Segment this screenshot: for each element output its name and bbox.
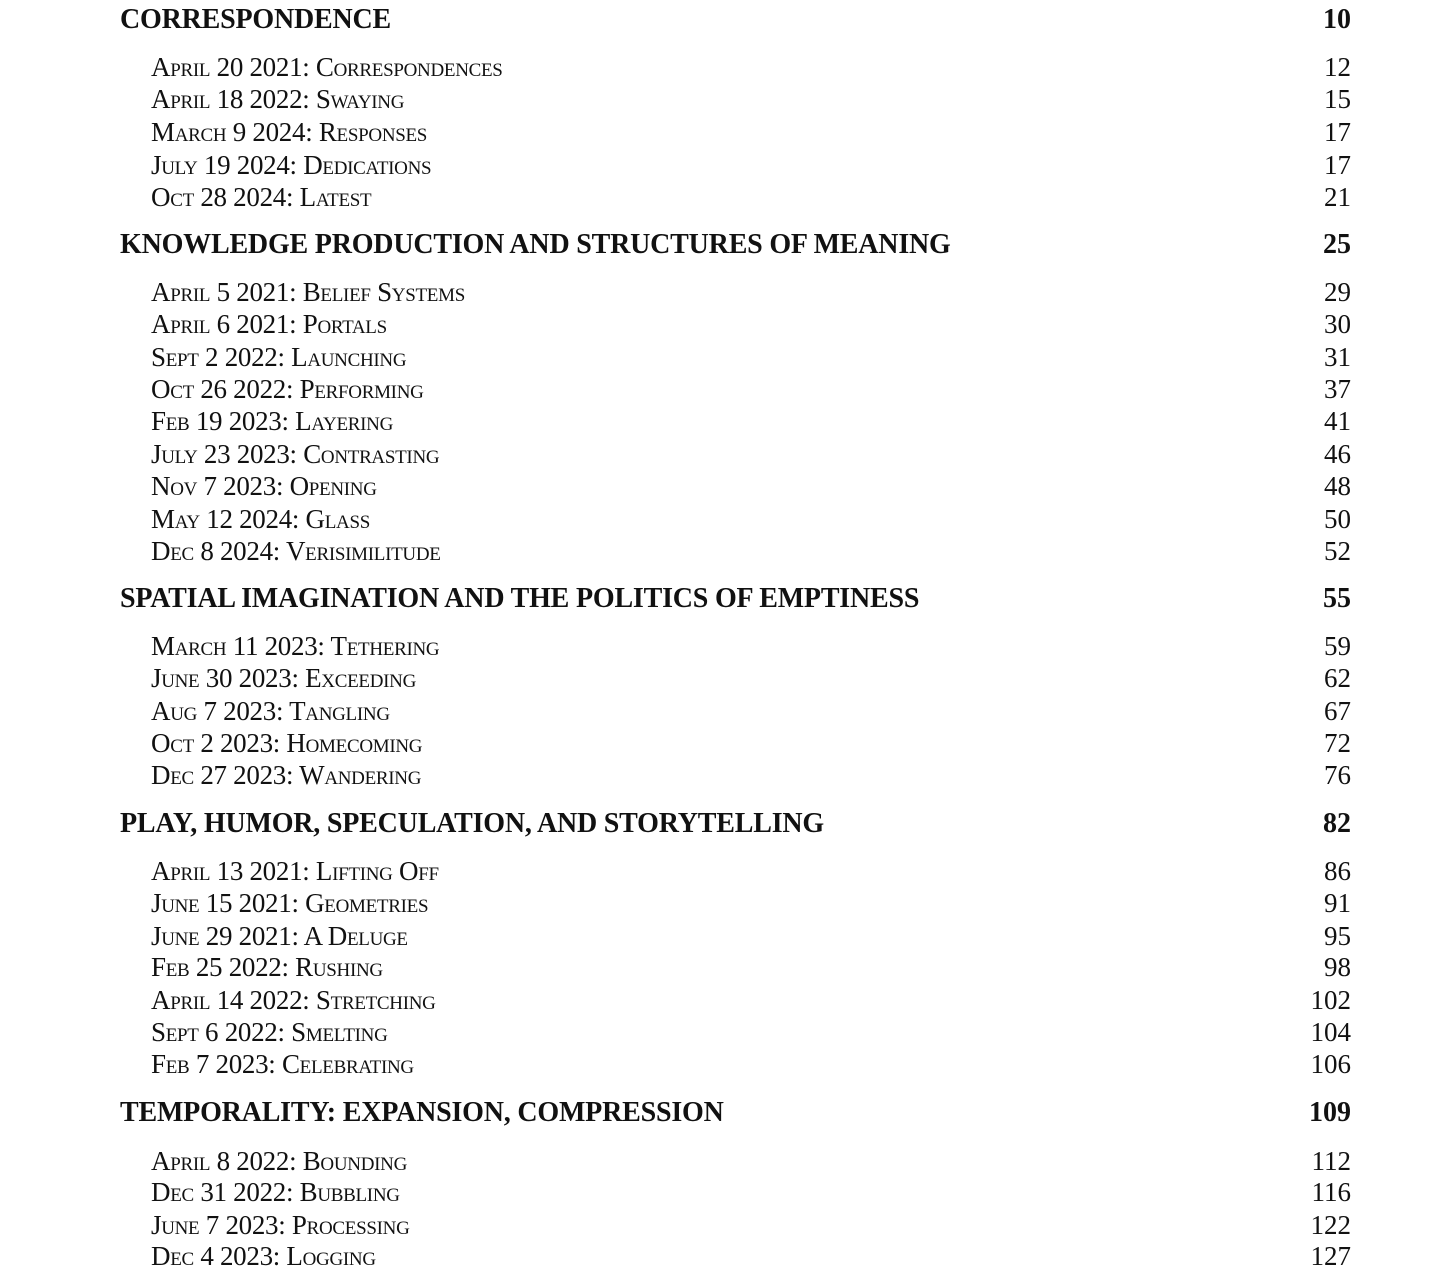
toc-entry[interactable] [0,503,1456,535]
entry-title: Oct 26 2022: Performing [151,374,424,404]
entry-page-number: 30 [1324,309,1351,339]
entry-title: June 30 2023: Exceeding [151,663,416,693]
entry-title: Nov 7 2023: Opening [151,471,377,501]
toc-entry[interactable] [0,1240,1456,1272]
toc-entry[interactable] [0,662,1456,694]
toc-entry[interactable] [0,727,1456,759]
toc-entry[interactable] [0,535,1456,567]
entry-title: Dec 4 2023: Logging [151,1241,376,1271]
section-page-number: 109 [1309,1097,1351,1128]
toc-entry[interactable] [0,951,1456,983]
section-page-number: 82 [1323,808,1351,839]
toc-entry[interactable] [0,276,1456,308]
entry-page-number: 37 [1324,374,1351,404]
toc-section-heading[interactable] [0,1096,1456,1130]
entry-title: Dec 27 2023: Wandering [151,760,422,790]
entry-title: Sept 6 2022: Smelting [151,1017,388,1047]
toc-entry[interactable] [0,470,1456,502]
entry-page-number: 127 [1310,1241,1351,1271]
entry-page-number: 17 [1324,117,1351,147]
entry-page-number: 31 [1324,342,1351,372]
entry-page-number: 116 [1311,1177,1351,1207]
entry-title: April 5 2021: Belief Systems [151,277,465,307]
toc-entry[interactable] [0,373,1456,405]
entry-title: Aug 7 2023: Tangling [151,696,390,726]
section-page-number: 55 [1323,583,1351,614]
toc-entry[interactable] [0,887,1456,919]
section-page-number: 10 [1323,4,1351,35]
entry-page-number: 106 [1310,1049,1351,1079]
entry-title: June 29 2021: A Deluge [151,921,408,951]
toc-entry[interactable] [0,149,1456,181]
toc-section-heading[interactable] [0,3,1456,37]
entry-page-number: 46 [1324,439,1351,469]
entry-page-number: 76 [1324,760,1351,790]
toc-entry[interactable] [0,1048,1456,1080]
entry-page-number: 41 [1324,406,1351,436]
toc-entry[interactable] [0,438,1456,470]
entry-title: June 15 2021: Geometries [151,888,429,918]
entry-title: April 20 2021: Correspondences [151,52,503,82]
entry-page-number: 122 [1310,1210,1351,1240]
toc-entry[interactable] [0,83,1456,115]
toc-entry[interactable] [0,341,1456,373]
entry-title: Dec 31 2022: Bubbling [151,1177,400,1207]
entry-title: May 12 2024: Glass [151,504,371,534]
toc-section-heading[interactable] [0,807,1456,841]
entry-title: March 9 2024: Responses [151,117,428,147]
entry-page-number: 112 [1311,1146,1351,1176]
entry-title: Feb 7 2023: Celebrating [151,1049,414,1079]
entry-page-number: 62 [1324,663,1351,693]
section-page-number: 25 [1323,229,1351,260]
entry-title: Oct 2 2023: Homecoming [151,728,423,758]
section-title: SPATIAL IMAGINATION AND THE POLITICS OF EMPTINESS [120,583,920,614]
entry-page-number: 15 [1324,84,1351,114]
section-title: CORRESPONDENCE [120,4,392,35]
section-title: PLAY, HUMOR, SPECULATION, AND STORYTELLING [120,808,824,839]
entry-title: April 18 2022: Swaying [151,84,405,114]
toc-entry[interactable] [0,405,1456,437]
toc-entry[interactable] [0,1016,1456,1048]
entry-page-number: 102 [1310,985,1351,1015]
entry-title: Dec 8 2024: Verisimilitude [151,536,441,566]
entry-title: April 6 2021: Portals [151,309,387,339]
entry-page-number: 91 [1324,888,1351,918]
entry-title: Oct 28 2024: Latest [151,182,372,212]
entry-title: March 11 2023: Tethering [151,631,440,661]
toc-section-heading[interactable] [0,582,1456,616]
entry-title: Feb 25 2022: Rushing [151,952,383,982]
entry-page-number: 59 [1324,631,1351,661]
section-title: KNOWLEDGE PRODUCTION AND STRUCTURES OF MEANING [120,229,951,260]
entry-title: April 8 2022: Bounding [151,1146,407,1176]
entry-title: July 23 2023: Contrasting [151,439,440,469]
entry-page-number: 104 [1310,1017,1351,1047]
toc-section-heading[interactable] [0,228,1456,262]
entry-page-number: 17 [1324,150,1351,180]
toc-entry[interactable] [0,920,1456,952]
toc-entry[interactable] [0,759,1456,791]
section-title: TEMPORALITY: EXPANSION, COMPRESSION [120,1097,724,1128]
toc-entry[interactable] [0,308,1456,340]
toc-entry[interactable] [0,1176,1456,1208]
entry-title: Sept 2 2022: Launching [151,342,407,372]
toc-entry[interactable] [0,1145,1456,1177]
toc-entry[interactable] [0,984,1456,1016]
toc-entry[interactable] [0,181,1456,213]
toc-entry[interactable] [0,630,1456,662]
entry-page-number: 50 [1324,504,1351,534]
entry-page-number: 98 [1324,952,1351,982]
entry-page-number: 72 [1324,728,1351,758]
entry-page-number: 48 [1324,471,1351,501]
toc-entry[interactable] [0,51,1456,83]
toc-entry[interactable] [0,695,1456,727]
entry-page-number: 95 [1324,921,1351,951]
toc-entry[interactable] [0,1209,1456,1241]
entry-title: April 14 2022: Stretching [151,985,436,1015]
entry-title: Feb 19 2023: Layering [151,406,393,436]
entry-page-number: 12 [1324,52,1351,82]
entry-page-number: 21 [1324,182,1351,212]
entry-title: April 13 2021: Lifting Off [151,856,439,886]
toc-entry[interactable] [0,855,1456,887]
toc-entry[interactable] [0,116,1456,148]
entry-page-number: 67 [1324,696,1351,726]
entry-page-number: 29 [1324,277,1351,307]
entry-page-number: 52 [1324,536,1351,566]
entry-page-number: 86 [1324,856,1351,886]
entry-title: June 7 2023: Processing [151,1210,410,1240]
entry-title: July 19 2024: Dedications [151,150,432,180]
